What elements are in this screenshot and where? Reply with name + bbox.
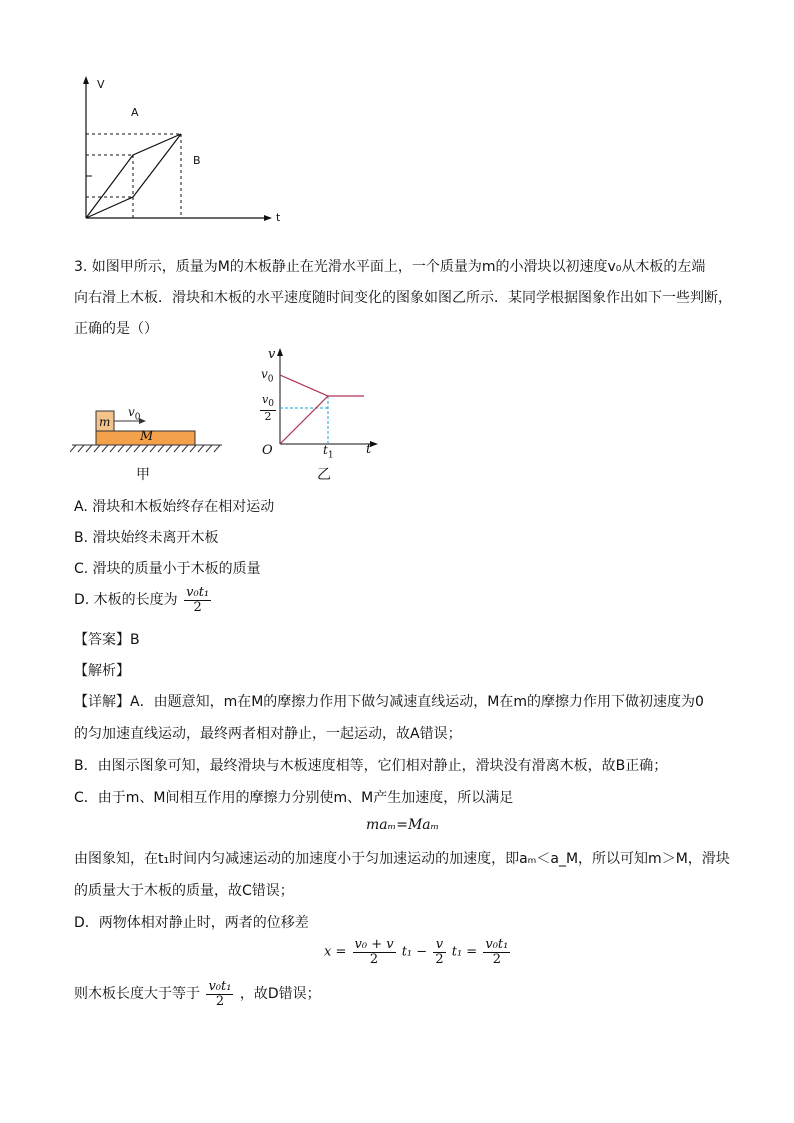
- top-graph-t-label: t: [276, 211, 281, 224]
- detail-a-line-2: 的匀加速直线运动，最终两者相对静止，一起运动，故A错误；: [74, 726, 462, 742]
- question-line-3: 正确的是（）: [74, 321, 158, 337]
- figure-yi: [268, 348, 388, 456]
- detail-c-line-2: 由图象知，在t₁时间内匀减速运动的加速度小于匀加速运动的加速度，即aₘ＜a_M，所以可知m＞M，滑块: [74, 851, 730, 867]
- analysis-heading: 【解析】: [74, 663, 130, 679]
- yi-origin-label: O: [262, 443, 273, 458]
- answer: 【答案】B: [74, 632, 140, 648]
- jia-caption: 甲: [136, 467, 150, 483]
- detail-c-line: C．由于m、M间相互作用的摩擦力分别使m、M产生加速度，所以满足: [74, 790, 514, 806]
- yi-caption: 乙: [317, 467, 331, 483]
- option-c: C. 滑块的质量小于木板的质量: [74, 561, 261, 577]
- top-vt-graph: [70, 72, 290, 232]
- jia-v0-label: $v_0$: [128, 405, 141, 423]
- option-d: [74, 586, 213, 614]
- option-b: B. 滑块始终未离开木板: [74, 530, 219, 546]
- option-a: A. 滑块和木板始终存在相对运动: [74, 499, 275, 515]
- detail-d-conclusion: 则木板长度大于等于 $\frac{\text{v₀t₁}}{2}$ ，故D错误；: [74, 979, 321, 1009]
- option-d-fraction: $\frac{\text{v₀t₁}}{2}$: [186, 585, 210, 615]
- question-line-1: 3. 如图甲所示，质量为M的木板静止在光滑水平面上，一个质量为m的小滑块以初速度v₀从木板的左端: [74, 259, 706, 275]
- top-graph-b-label: B: [193, 154, 201, 167]
- yi-t-label: t: [366, 442, 372, 457]
- detail-d-conclusion-fraction: $\frac{\text{v₀t₁}}{2}$: [208, 979, 232, 1009]
- detail-b-line: B．由图示图象可知，最终滑块与木板速度相等，它们相对静止，滑块没有滑离木板，故B正确；: [74, 758, 668, 774]
- yi-t1-label: $t_1$: [323, 443, 334, 461]
- option-d-text: D. 木板的长度为: [74, 592, 178, 609]
- detail-c-line-3: 的质量大于木板的质量，故C错误；: [74, 883, 294, 899]
- yi-v-label: v: [268, 347, 276, 362]
- top-graph-v-label: V: [97, 78, 105, 91]
- top-graph-a-label: A: [131, 106, 139, 119]
- yi-half-v0-label: $\frac{v_0}{2}$: [262, 393, 274, 423]
- jia-m-label: m: [99, 415, 111, 429]
- jia-M-label: M: [140, 429, 154, 444]
- detail-a-line-1: 【详解】A．由题意知，m在M的摩擦力作用下做匀减速直线运动，M在m的摩擦力作用下做初速度为0: [74, 694, 704, 710]
- detail-d-line: D．两物体相对静止时，两者的位移差: [74, 915, 309, 931]
- question-line-2: 向右滑上木板．滑块和木板的水平速度随时间变化的图象如图乙所示．某同学根据图象作出如下一些判断，: [74, 290, 732, 306]
- detail-d-formula: x = $\frac{\text{v₀ + v}}{2}$ t₁ − $\frac{v}{2}$ t₁ = $\frac{\text{v₀t₁}}{2}$: [324, 937, 509, 967]
- yi-v0-label: $v_0$: [261, 367, 274, 385]
- detail-c-formula: maₘ=Maₘ: [366, 817, 440, 833]
